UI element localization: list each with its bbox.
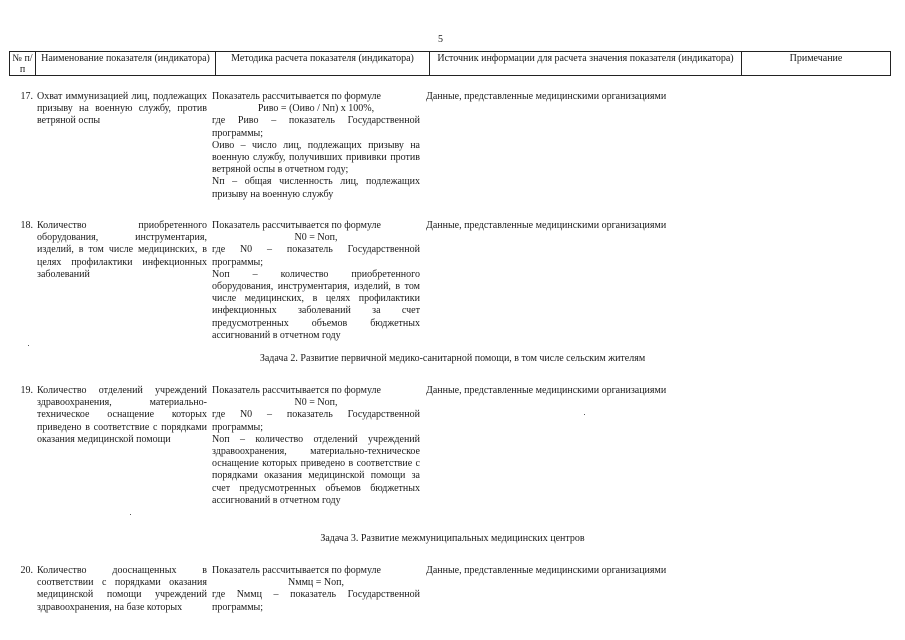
row-number: 20. (20, 565, 33, 576)
method-line: Показатель рассчитывается по формуле (212, 220, 381, 231)
indicator-method (212, 91, 420, 201)
row-number: 18. (20, 220, 33, 231)
method-line: Показатель рассчитывается по формуле (212, 565, 381, 576)
indicator-method (212, 565, 420, 614)
speck (130, 514, 131, 515)
indicator-name: Количество отделений учреждений здравоохранения, материально-техническое оснащение которых приведено в соответствие с порядками оказания медицинской помощи (37, 385, 207, 445)
formula: N0 = Nоп, (294, 232, 338, 244)
formula: N0 = Nоп, (294, 397, 338, 409)
method-line: Nоп – количество приобретенного оборудования, инструментария, изделий, в том числе медицинских, в целях профилактики инфекционных заболеваний за счет предусмотренных объемов бюджетных ассигнований в отчетном году (212, 268, 420, 341)
speck (584, 414, 585, 415)
table-header (9, 51, 891, 76)
data-source: Данные, представленные медицинскими организациями (426, 220, 667, 231)
data-source: Данные, представленные медицинскими организациями (426, 385, 667, 396)
method-line: где N0 – показатель Государственной программы; (212, 244, 420, 268)
task-heading: Задача 2. Развитие первичной медико-санитарной помощи, в том числе сельским жителям (259, 353, 646, 364)
formula: Nммц = Nоп, (288, 577, 344, 589)
method-line: Nп – общая численность лиц, подлежащих призыву на военную службу (212, 176, 420, 200)
header-name: Наименование показателя (индикатора) (36, 52, 216, 75)
method-line: где N0 – показатель Государственной программы; (212, 409, 420, 433)
method-line: где Nммц – показатель Государственной программы; (212, 589, 420, 613)
header-note: Примечание (789, 53, 843, 64)
method-line: Nоп – количество отделений учреждений здравоохранения, материально-техническое оснащение которых приведено в соответствие с порядками оказания медицинской помощи за счет предусмотренных объемов бюджетных ассигнований в отчетном году (212, 433, 420, 506)
indicator-method (212, 220, 420, 342)
row-number: 19. (20, 385, 33, 396)
speck (28, 345, 29, 346)
method-line: Показатель рассчитывается по формуле (212, 91, 381, 102)
task-heading: Задача 3. Развитие межмуниципальных медицинских центров (320, 533, 585, 544)
method-line: Показатель рассчитывается по формуле (212, 385, 381, 396)
header-number: № п/п (10, 52, 36, 75)
row-number: 17. (20, 91, 33, 102)
method-line: где Pиво – показатель Государственной программы; (212, 115, 420, 139)
data-source: Данные, представленные медицинскими организациями (426, 91, 667, 102)
indicator-method (212, 385, 420, 507)
indicator-name: Количество приобретенного оборудования, инструментария, изделий, в том числе медицинских, в целях профилактики инфекционных заболеваний (37, 220, 207, 280)
indicator-name: Охват иммунизацией лиц, подлежащих призыву на военную службу, против ветряной оспы (37, 91, 207, 127)
page-number: 5 (438, 34, 443, 45)
data-source: Данные, представленные медицинскими организациями (426, 565, 667, 576)
formula: Pиво = (Oиво / Nп) x 100%, (257, 103, 375, 115)
indicator-name: Количество дооснащенных в соответствии с порядками оказания медицинской помощи учреждений здравоохранения, на базе которых (37, 565, 207, 613)
header-source: Источник информации для расчета значения показателя (индикатора) (430, 52, 742, 75)
method-line: Oиво – число лиц, подлежащих призыву на военную службу, получивших прививки против ветряной оспы в отчетном году; (212, 139, 420, 176)
header-method: Методика расчета показателя (индикатора) (216, 52, 430, 75)
